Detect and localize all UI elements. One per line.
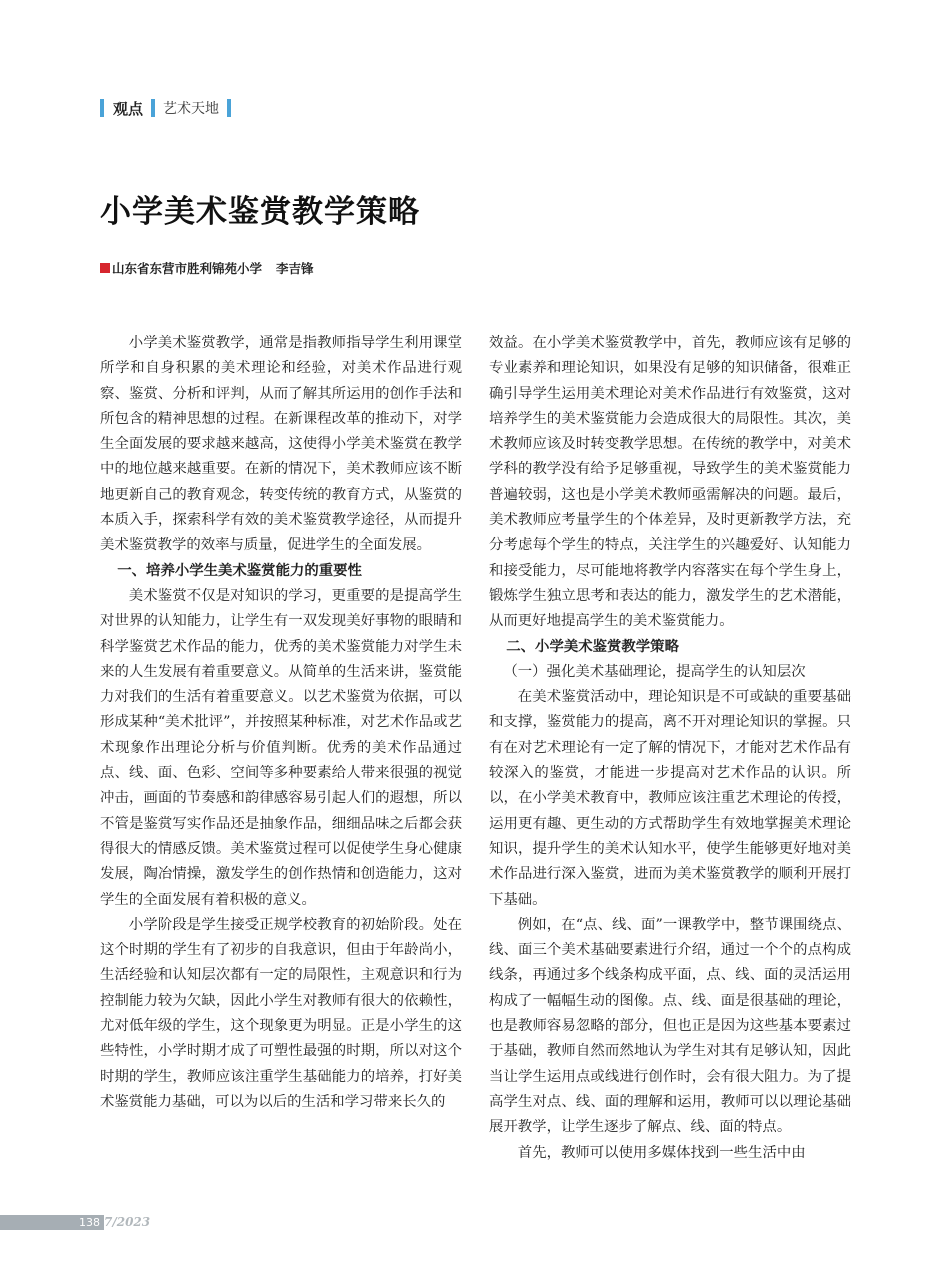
section-heading-1: 一、培养小学生美术鉴赏能力的重要性 <box>117 562 362 579</box>
left-column <box>100 331 462 1115</box>
body-paragraph: 在美术鉴赏活动中，理论知识是不可或缺的重要基础和支撑，鉴赏能力的提高，离不开对理论知识的掌握。只有在对艺术理论有一定了解的情况下，才能对艺术作品有较深入的鉴赏，才能进一步提高对艺术作品的认识。所以，在小学美术教育中，教师应该注重艺术理论的传授，运用更有趣、更生动的方式帮助学生有效地掌握美术理论知识，提升学生的美术认知水平，使学生能够更好地对美术作品进行深入鉴赏，进而为美术鉴赏教学的顺利开展打下基础。 <box>489 689 851 908</box>
body-paragraph: 首先，教师可以使用多媒体找到一些生活中由 <box>517 1144 806 1161</box>
body-paragraph: 美术鉴赏不仅是对知识的学习，更重要的是提高学生对世界的认知能力，让学生有一双发现美好事物的眼睛和科学鉴赏艺术作品的能力，优秀的美术鉴赏能力对学生未来的人生发展有着重要意义。从简单的生活来讲，鉴赏能力对我们的生活有着重要意义。以艺术鉴赏为依据，可以形成某种“美术批评”，并按照某种标准，对艺术作品或艺术现象作出理论分析与价值判断。优秀的美术作品通过点、线、面、色彩、空间等多种要素给人带来很强的视觉冲击，画面的节奏感和韵律感容易引起人们的遐想，所以不管是鉴赏写实作品还是抽象作品，细细品味之后都会获得很大的情感反馈。美术鉴赏过程可以促使学生身心健康发展，陶冶情操，激发学生的创作热情和创造能力，这对学生的全面发展有着积极的意义。 <box>100 587 462 908</box>
column-tag <box>100 98 231 118</box>
body-paragraph: 例如，在“点、线、面”一课教学中，整节课围绕点、线、面三个美术基础要素进行介绍，通过一个个的点构成线条，再通过多个线条构成平面，点、线、面的灵活运用构成了一幅幅生动的图像。点、线、面是很基础的理论，也是教师容易忽略的部分，但也正是因为这些基本要素过于基础，教师自然而然地认为学生对其有足够认知，因此当让学生运用点或线进行创作时，会有很大阻力。为了提高学生对点、线、面的理解和运用，教师可以以理论基础展开教学，让学生逐步了解点、线、面的特点。 <box>489 916 851 1136</box>
intro-paragraph: 小学美术鉴赏教学，通常是指教师指导学生利用课堂所学和自身积累的美术理论和经验，对美术作品进行观察、鉴赏、分析和评判，从而了解其所运用的创作手法和所包含的精神思想的过程。在新课程改革的推动下，对学生全面发展的要求越来越高，这使得小学美术鉴赏在教学中的地位越来越重要。在新的情况下，美术教师应该不断地更新自己的教育观念，转变传统的教育方式，从鉴赏的本质入手，探索科学有效的美术鉴赏教学途径，从而提升美术鉴赏教学的效率与质量，促进学生的全面发展。 <box>100 335 462 554</box>
page-number: 138 <box>75 1215 104 1230</box>
footer-strip <box>0 1215 75 1230</box>
author-line <box>100 259 314 277</box>
continued-paragraph: 效益。在小学美术鉴赏教学中，首先，教师应该有足够的专业素养和理论知识，如果没有足够的知识储备，很难正确引导学生运用美术理论对美术作品进行有效鉴赏，这对培养学生的美术鉴赏能力会造成很大的局限性。其次，美术教师应该及时转变教学思想。在传统的教学中，对美术学科的教学没有给予足够重视，导致学生的美术鉴赏能力普遍较弱，这也是小学美术教师亟需解决的问题。最后，美术教师应考量学生的个体差异，及时更新教学方法，充分考虑每个学生的特点，关注学生的兴趣爱好、认知能力和接受能力，尽可能地将教学内容落实在每个学生身上，锻炼学生独立思考和表达的能力，激发学生的艺术潜能，从而更好地提高学生的美术鉴赏能力。 <box>489 335 851 630</box>
tag-bar-left <box>100 99 104 117</box>
subsection-label: 艺术天地 <box>163 101 220 117</box>
right-column <box>489 331 851 1166</box>
author-marker <box>100 263 110 273</box>
section-heading-2: 二、小学美术鉴赏教学策略 <box>506 638 679 655</box>
section-label: 观点 <box>113 99 144 118</box>
tag-bar-right <box>227 99 231 117</box>
issue-label: 7/2023 <box>104 1215 151 1229</box>
author-affiliation: 山东省东营市胜利锦苑小学 <box>112 261 263 276</box>
tag-bar-middle <box>151 99 155 117</box>
article-title: 小学美术鉴赏教学策略 <box>100 194 420 230</box>
author-name: 李吉锋 <box>276 261 314 276</box>
body-paragraph: 小学阶段是学生接受正规学校教育的初始阶段。处在这个时期的学生有了初步的自我意识，但由于年龄尚小，生活经验和认知层次都有一定的局限性，主观意识和行为控制能力较为欠缺，因此小学生对教师有很大的依赖性，尤对低年级的学生，这个现象更为明显。正是小学生的这些特性，小学时期才成了可塑性最强的时期，所以对这个时期的学生，教师应该注重学生基础能力的培养，打好美术鉴赏能力基础，可以为以后的生活和学习带来长久的 <box>100 916 462 1110</box>
subsection-heading-1: （一）强化美术基础理论，提高学生的认知层次 <box>503 663 806 680</box>
